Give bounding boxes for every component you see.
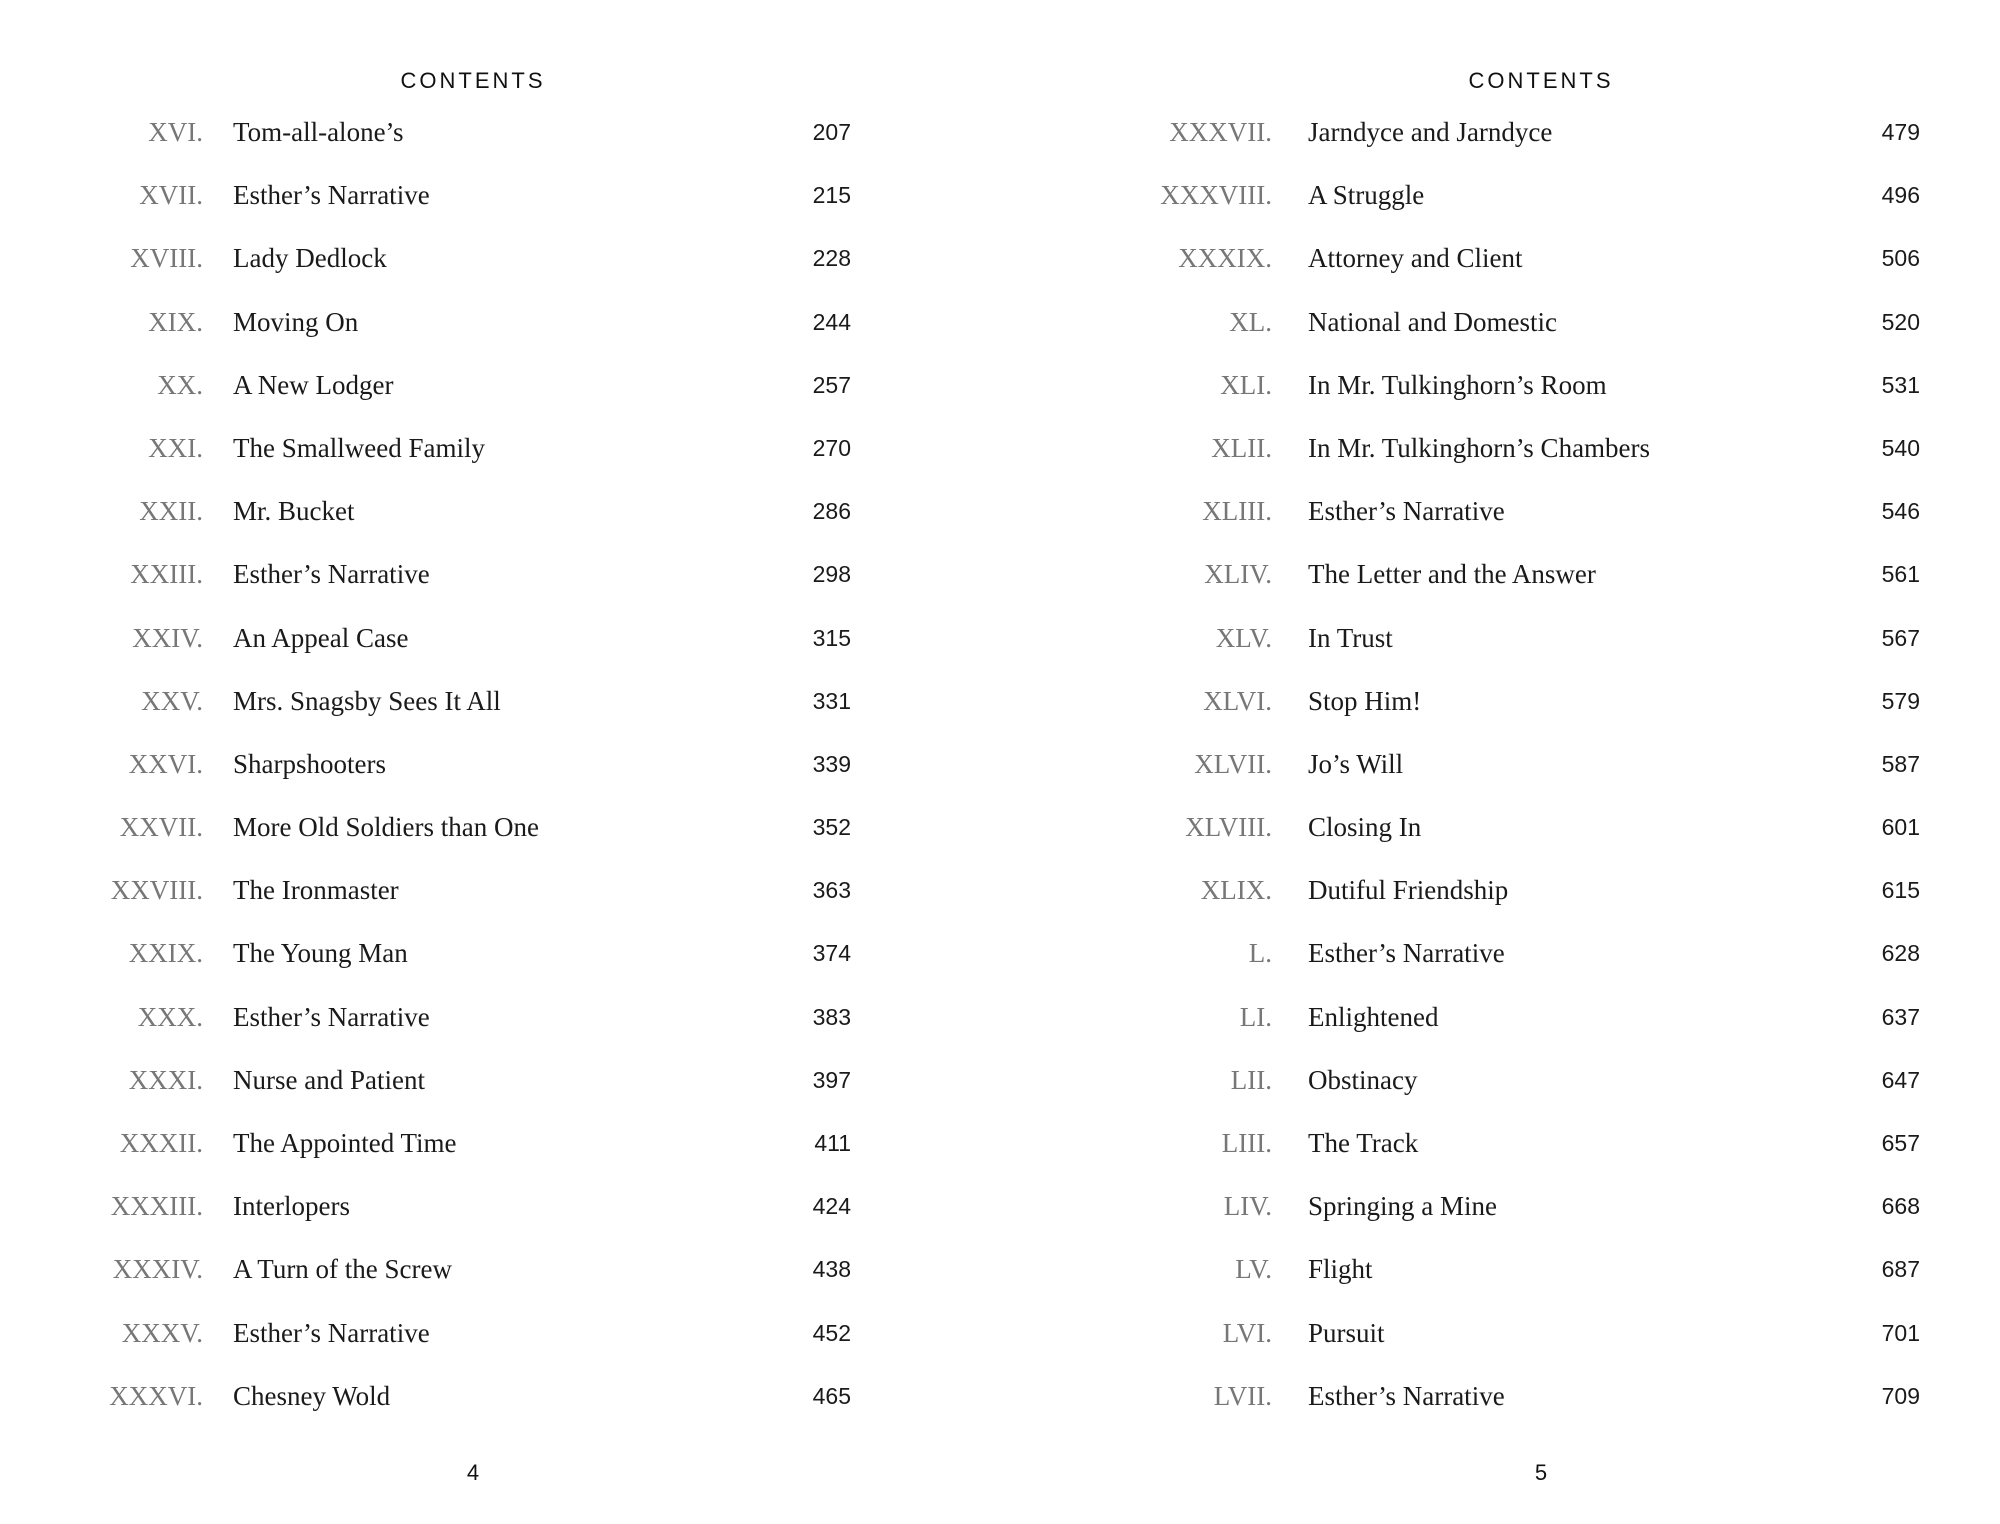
chapter-page: 215 <box>812 182 851 209</box>
chapter-title: The Young Man <box>233 938 408 969</box>
chapter-number: XVIII. <box>130 243 203 274</box>
chapter-number: XXXV. <box>121 1317 203 1348</box>
chapter-page: 352 <box>812 814 851 841</box>
page-number: 5 <box>1534 1460 1548 1485</box>
toc-entry <box>0 1186 1000 1249</box>
toc-entry <box>1000 175 2000 238</box>
chapter-page: 339 <box>812 750 851 777</box>
toc-entry <box>0 1123 1000 1186</box>
chapter-page: 668 <box>1881 1193 1920 1220</box>
chapter-number: XXVI. <box>128 748 203 779</box>
chapter-title: Esther’s Narrative <box>233 180 430 211</box>
chapter-page: 207 <box>812 119 851 145</box>
chapter-page: 506 <box>1881 245 1920 272</box>
chapter-page: 587 <box>1881 750 1920 777</box>
chapter-page: 286 <box>812 498 851 525</box>
chapter-number: LVII. <box>1213 1380 1272 1411</box>
chapter-number: XXXVIII. <box>1160 180 1272 211</box>
chapter-title: Interlopers <box>233 1191 350 1222</box>
chapter-title: An Appeal Case <box>233 622 409 653</box>
toc-entry <box>1000 997 2000 1060</box>
chapter-number: XXXI. <box>128 1064 203 1095</box>
chapter-page: 520 <box>1881 308 1920 335</box>
toc-entry <box>1000 933 2000 996</box>
chapter-page: 374 <box>812 940 851 967</box>
toc-entry <box>0 302 1000 365</box>
chapter-number: XXII. <box>139 496 203 527</box>
toc-entry <box>0 1376 1000 1439</box>
chapter-title: Esther’s Narrative <box>233 1001 430 1032</box>
chapter-title: Esther’s Narrative <box>233 1317 430 1348</box>
toc-entry <box>1000 1376 2000 1439</box>
chapter-page: 315 <box>812 624 851 651</box>
chapter-number: XLVII. <box>1194 748 1272 779</box>
chapter-page: 647 <box>1881 1066 1920 1093</box>
chapter-page: 331 <box>812 687 851 714</box>
toc-entry <box>0 428 1000 491</box>
contents-heading: CONTENTS <box>400 68 546 93</box>
toc-entry <box>1000 554 2000 617</box>
chapter-page: 567 <box>1881 624 1920 651</box>
chapter-page: 579 <box>1881 687 1920 714</box>
toc-entry <box>1000 1186 2000 1249</box>
chapter-title: Mrs. Snagsby Sees It All <box>233 685 501 716</box>
chapter-page: 228 <box>812 245 851 272</box>
toc-entry <box>0 554 1000 617</box>
chapter-number: XXXVI. <box>109 1380 203 1411</box>
chapter-number: XXIII. <box>130 559 203 590</box>
chapter-title: The Appointed Time <box>233 1128 457 1158</box>
chapter-number: XIX. <box>148 306 203 337</box>
chapter-page: 383 <box>812 1003 851 1030</box>
chapter-title: The Letter and the Answer <box>1308 559 1596 590</box>
contents-heading: CONTENTS <box>1468 68 1614 93</box>
chapter-title: The Smallweed Family <box>233 432 485 463</box>
chapter-page: 424 <box>812 1193 851 1220</box>
chapter-number: XXXIII. <box>110 1191 203 1222</box>
chapter-number: XXXIX. <box>1178 243 1272 274</box>
chapter-title: Closing In <box>1308 812 1422 843</box>
chapter-title: A New Lodger <box>233 369 394 400</box>
toc-entry <box>0 112 1000 175</box>
toc-entry <box>1000 870 2000 933</box>
toc-entry <box>0 1313 1000 1376</box>
chapter-page: 546 <box>1881 498 1920 525</box>
chapter-title: Sharpshooters <box>233 748 386 779</box>
toc-entry <box>1000 807 2000 870</box>
page-number: 4 <box>466 1460 480 1485</box>
chapter-page: 561 <box>1881 561 1920 588</box>
chapter-page: 479 <box>1881 119 1920 145</box>
chapter-page: 244 <box>812 308 851 335</box>
chapter-title: Springing a Mine <box>1308 1191 1497 1222</box>
chapter-title: Attorney and Client <box>1308 243 1523 274</box>
toc-entry <box>1000 491 2000 554</box>
chapter-number: XL. <box>1229 306 1272 337</box>
chapter-number: XXI. <box>148 432 203 463</box>
chapter-page: 397 <box>812 1066 851 1093</box>
toc-entry <box>1000 1249 2000 1312</box>
toc-entry <box>0 618 1000 681</box>
chapter-page: 540 <box>1881 434 1920 461</box>
chapter-number: XVII. <box>139 180 203 211</box>
chapter-number: LII. <box>1230 1064 1272 1095</box>
toc-list <box>1000 112 2000 1439</box>
chapter-title: A Turn of the Screw <box>233 1254 453 1285</box>
toc-entry <box>1000 365 2000 428</box>
toc-entry <box>1000 238 2000 301</box>
right-page <box>1000 0 2000 1524</box>
chapter-number: XXV. <box>141 685 203 716</box>
chapter-title: Lady Dedlock <box>233 243 387 274</box>
chapter-number: XXXIV. <box>112 1254 203 1285</box>
toc-entry <box>0 870 1000 933</box>
chapter-number: LIV. <box>1223 1191 1272 1222</box>
toc-entry <box>1000 112 2000 175</box>
chapter-title: Chesney Wold <box>233 1380 391 1411</box>
chapter-page: 465 <box>812 1382 851 1409</box>
toc-entry <box>1000 744 2000 807</box>
chapter-number: XXVII. <box>119 812 203 843</box>
chapter-number: XXXVII. <box>1169 117 1272 147</box>
chapter-page: 531 <box>1881 371 1920 398</box>
chapter-title: Moving On <box>233 306 359 337</box>
toc-entry <box>0 175 1000 238</box>
chapter-number: LIII. <box>1221 1128 1272 1158</box>
toc-entry <box>0 997 1000 1060</box>
toc-entry <box>1000 302 2000 365</box>
chapter-number: XLVI. <box>1203 685 1272 716</box>
chapter-number: XX. <box>157 369 203 400</box>
chapter-page: 438 <box>812 1256 851 1283</box>
toc-entry <box>1000 428 2000 491</box>
toc-entry <box>0 1249 1000 1312</box>
toc-list <box>0 112 1000 1439</box>
chapter-number: LV. <box>1235 1254 1272 1285</box>
chapter-title: The Ironmaster <box>233 875 399 906</box>
chapter-page: 298 <box>812 561 851 588</box>
chapter-page: 496 <box>1881 182 1920 209</box>
toc-entry <box>1000 1123 2000 1186</box>
chapter-title: Enlightened <box>1308 1001 1439 1032</box>
toc-entry <box>0 933 1000 996</box>
chapter-title: Tom-all-alone’s <box>233 117 404 147</box>
toc-entry <box>1000 618 2000 681</box>
chapter-page: 657 <box>1881 1130 1920 1156</box>
chapter-number: XLIV. <box>1204 559 1272 590</box>
chapter-number: XXIX. <box>128 938 203 969</box>
chapter-number: XLII. <box>1211 432 1272 463</box>
chapter-page: 452 <box>812 1319 851 1346</box>
toc-entry <box>1000 1060 2000 1123</box>
chapter-title: In Mr. Tulkinghorn’s Chambers <box>1308 432 1651 463</box>
chapter-number: XXVIII. <box>110 875 203 906</box>
chapter-number: XXX. <box>137 1001 203 1032</box>
chapter-title: The Track <box>1308 1128 1419 1158</box>
chapter-number: LVI. <box>1222 1317 1272 1348</box>
toc-entry <box>0 744 1000 807</box>
chapter-page: 637 <box>1881 1003 1920 1030</box>
chapter-page: 411 <box>814 1130 851 1156</box>
chapter-title: Obstinacy <box>1308 1064 1418 1095</box>
chapter-title: Esther’s Narrative <box>1308 496 1505 527</box>
chapter-title: Mr. Bucket <box>233 496 355 527</box>
chapter-number: L. <box>1248 938 1272 969</box>
chapter-number: XXIV. <box>132 622 203 653</box>
chapter-number: LI. <box>1239 1001 1272 1032</box>
chapter-number: XLIII. <box>1202 496 1272 527</box>
chapter-title: Dutiful Friendship <box>1308 875 1509 906</box>
chapter-page: 270 <box>812 434 851 461</box>
chapter-title: Jo’s Will <box>1308 748 1404 779</box>
toc-entry <box>0 1060 1000 1123</box>
chapter-title: Flight <box>1308 1254 1373 1285</box>
chapter-title: In Trust <box>1308 622 1393 653</box>
chapter-title: Esther’s Narrative <box>233 559 430 590</box>
chapter-number: XLV. <box>1215 622 1272 653</box>
chapter-page: 687 <box>1881 1256 1920 1283</box>
chapter-title: Esther’s Narrative <box>1308 938 1505 969</box>
chapter-number: XLVIII. <box>1185 812 1272 843</box>
chapter-page: 709 <box>1881 1382 1920 1409</box>
chapter-number: XLIX. <box>1200 875 1272 906</box>
chapter-title: Stop Him! <box>1308 685 1422 716</box>
chapter-title: Esther’s Narrative <box>1308 1380 1505 1411</box>
toc-entry <box>0 807 1000 870</box>
toc-entry <box>0 681 1000 744</box>
chapter-title: Jarndyce and Jarndyce <box>1308 117 1553 147</box>
chapter-page: 701 <box>1881 1319 1920 1346</box>
chapter-title: More Old Soldiers than One <box>233 812 539 843</box>
chapter-page: 615 <box>1881 877 1920 904</box>
chapter-title: Pursuit <box>1308 1317 1385 1348</box>
chapter-title: Nurse and Patient <box>233 1064 425 1095</box>
chapter-number: XLI. <box>1220 369 1272 400</box>
chapter-title: A Struggle <box>1308 180 1425 211</box>
toc-entry <box>1000 681 2000 744</box>
chapter-title: National and Domestic <box>1308 306 1557 337</box>
chapter-title: In Mr. Tulkinghorn’s Room <box>1308 369 1607 400</box>
chapter-page: 363 <box>812 877 851 904</box>
toc-entry <box>0 491 1000 554</box>
chapter-number: XVI. <box>148 117 203 147</box>
chapter-page: 601 <box>1881 814 1920 841</box>
toc-entry <box>1000 1313 2000 1376</box>
chapter-number: XXXII. <box>119 1128 203 1158</box>
toc-entry <box>0 365 1000 428</box>
toc-entry <box>0 238 1000 301</box>
chapter-page: 257 <box>812 371 851 398</box>
chapter-page: 628 <box>1881 940 1920 967</box>
